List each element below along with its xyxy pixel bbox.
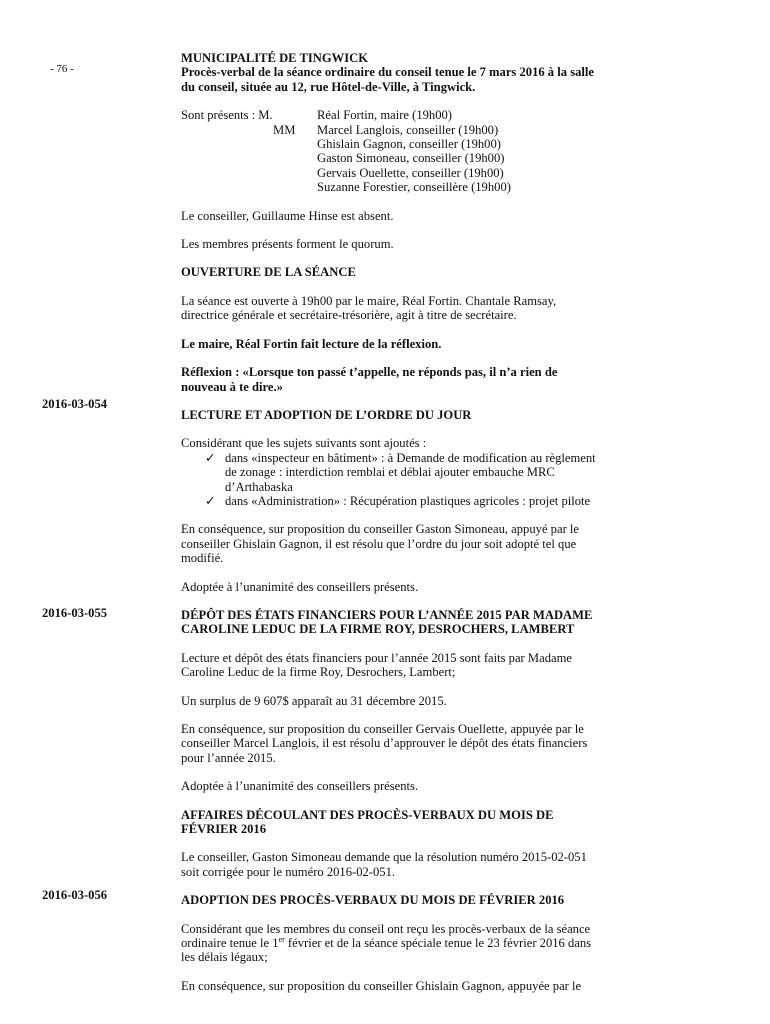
- res054-conclusion: [181, 522, 691, 565]
- attendees-names: [317, 108, 511, 194]
- quorum-note: Les membres présents forment le quorum.: [181, 237, 394, 252]
- resolution-number-056: 2016-03-056: [42, 888, 108, 902]
- text-line: Réflexion : «Lorsque ton passé t’appelle, ne réponds pas, il n’a rien de: [181, 365, 558, 380]
- res056-conclusion: En conséquence, sur proposition du conseiller Ghislain Gagnon, appuyée par le: [181, 978, 582, 993]
- text-line: Considérant que les membres du conseil ont reçu les procès-verbaux de la séance: [181, 921, 591, 936]
- attendees-label-mm: MM: [273, 122, 296, 137]
- res055-paragraph: [181, 651, 691, 680]
- res054-adopted: Adoptée à l’unanimité des conseillers présents.: [181, 579, 419, 594]
- text-line: Le conseiller, Gaston Simoneau demande que la résolution numéro 2015-02-051: [181, 850, 587, 865]
- attendee: Marcel Langlois, conseiller (19h00): [317, 122, 499, 137]
- attendee: Gaston Simoneau, conseiller (19h00): [317, 151, 505, 166]
- res055-surplus: Un surplus de 9 607$ apparaît au 31 décembre 2015.: [181, 693, 447, 708]
- text-line: CAROLINE LEDUC DE LA FIRME ROY, DESROCHERS, LAMBERT: [181, 622, 575, 637]
- ordinal-superscript: er: [278, 934, 285, 944]
- text-line: En conséquence, sur proposition du conseiller Gaston Simoneau, appuyé par le: [181, 522, 580, 537]
- text-line: conseiller Ghislain Gagnon, il est résolu que l’ordre du jour soit adopté tel que: [181, 536, 577, 551]
- text-line: La séance est ouverte à 19h00 par le maire, Réal Fortin. Chantale Ramsay,: [181, 293, 557, 308]
- document-header: [181, 51, 691, 94]
- text-fragment: ordinaire tenue le 1: [181, 936, 279, 951]
- attendee: Gervais Ouellette, conseiller (19h00): [317, 165, 504, 180]
- ouverture-paragraph: [181, 294, 691, 323]
- section-title-054: LECTURE ET ADOPTION DE L’ORDRE DU JOUR: [181, 407, 472, 422]
- text-fragment: février et de la séance spéciale tenue le 23 février 2016 dans: [284, 936, 592, 951]
- resolution-number-055: 2016-03-055: [42, 606, 108, 620]
- list-item: [205, 451, 691, 494]
- attendees-block: [181, 108, 691, 194]
- text-line: soit corrigée pour le numéro 2016-02-051.: [181, 864, 396, 879]
- lecture-note: Le maire, Réal Fortin fait lecture de la réflexion.: [181, 336, 442, 351]
- res056-paragraph: [181, 922, 691, 965]
- header-line-1: Procès-verbal de la séance ordinaire du conseil tenue le 7 mars 2016 à la salle: [181, 65, 594, 80]
- checkmark-icon: ✓: [205, 493, 216, 508]
- text-line: dans «inspecteur en bâtiment» : à Demande de modification au règlement: [225, 450, 596, 465]
- document-body: [181, 51, 691, 993]
- attendee: Suzanne Forestier, conseillère (19h00): [317, 180, 511, 195]
- text-line: modifié.: [181, 551, 224, 566]
- affaires-paragraph: [181, 850, 691, 879]
- attendees-label: Sont présents : M.: [181, 108, 273, 123]
- text-line: Lecture et dépôt des états financiers pour l’année 2015 sont faits par Madame: [181, 650, 572, 665]
- text-line: conseiller Marcel Langlois, il est résolu d’approuver le dépôt des états financiers: [181, 736, 588, 751]
- added-items-list: [181, 451, 691, 509]
- text-line: FÉVRIER 2016: [181, 822, 267, 837]
- section-title-055: [181, 608, 691, 637]
- res055-adopted: Adoptée à l’unanimité des conseillers présents.: [181, 779, 419, 794]
- text-line: pour l’année 2015.: [181, 750, 276, 765]
- checkmark-icon: ✓: [205, 450, 216, 465]
- res054-intro: Considérant que les sujets suivants sont ajoutés :: [181, 436, 427, 451]
- text-line: d’Arthabaska: [225, 479, 293, 494]
- page-number: - 76 -: [50, 63, 74, 75]
- res055-conclusion: [181, 722, 691, 765]
- list-item: [205, 494, 691, 508]
- text-line: nouveau à te dire.»: [181, 379, 283, 394]
- text-line: dans «Administration» : Récupération plastiques agricoles : projet pilote: [225, 493, 591, 508]
- section-title-056: ADOPTION DES PROCÈS-VERBAUX DU MOIS DE FÉVRIER 2016: [181, 893, 565, 908]
- text-line: directrice générale et secrétaire-trésorière, agit à titre de secrétaire.: [181, 308, 517, 323]
- attendee: Ghislain Gagnon, conseiller (19h00): [317, 137, 501, 152]
- text-line: DÉPÔT DES ÉTATS FINANCIERS POUR L’ANNÉE 2015 PAR MADAME: [181, 607, 593, 622]
- text-line: AFFAIRES DÉCOULANT DES PROCÈS-VERBAUX DU MOIS DE: [181, 807, 554, 822]
- municipality-title: MUNICIPALITÉ DE TINGWICK: [181, 51, 369, 65]
- text-line: de zonage : interdiction remblai et déblai ajouter embauche MRC: [225, 465, 555, 480]
- attendees-labels: [181, 108, 317, 194]
- resolution-number-054: 2016-03-054: [42, 397, 108, 411]
- text-line: les délais légaux;: [181, 950, 268, 965]
- header-line-2: du conseil, située au 12, rue Hôtel-de-Ville, à Tingwick.: [181, 79, 476, 94]
- section-title-ouverture: OUVERTURE DE LA SÉANCE: [181, 265, 356, 280]
- absent-note: Le conseiller, Guillaume Hinse est absent.: [181, 208, 394, 223]
- text-line: [181, 936, 691, 950]
- attendee: Réal Fortin, maire (19h00): [317, 108, 453, 123]
- text-line: En conséquence, sur proposition du conseiller Gervais Ouellette, appuyée par le: [181, 722, 584, 736]
- text-line: Caroline Leduc de la firme Roy, Desrochers, Lambert;: [181, 665, 456, 680]
- reflexion-paragraph: [181, 365, 691, 394]
- section-title-affaires: [181, 808, 691, 837]
